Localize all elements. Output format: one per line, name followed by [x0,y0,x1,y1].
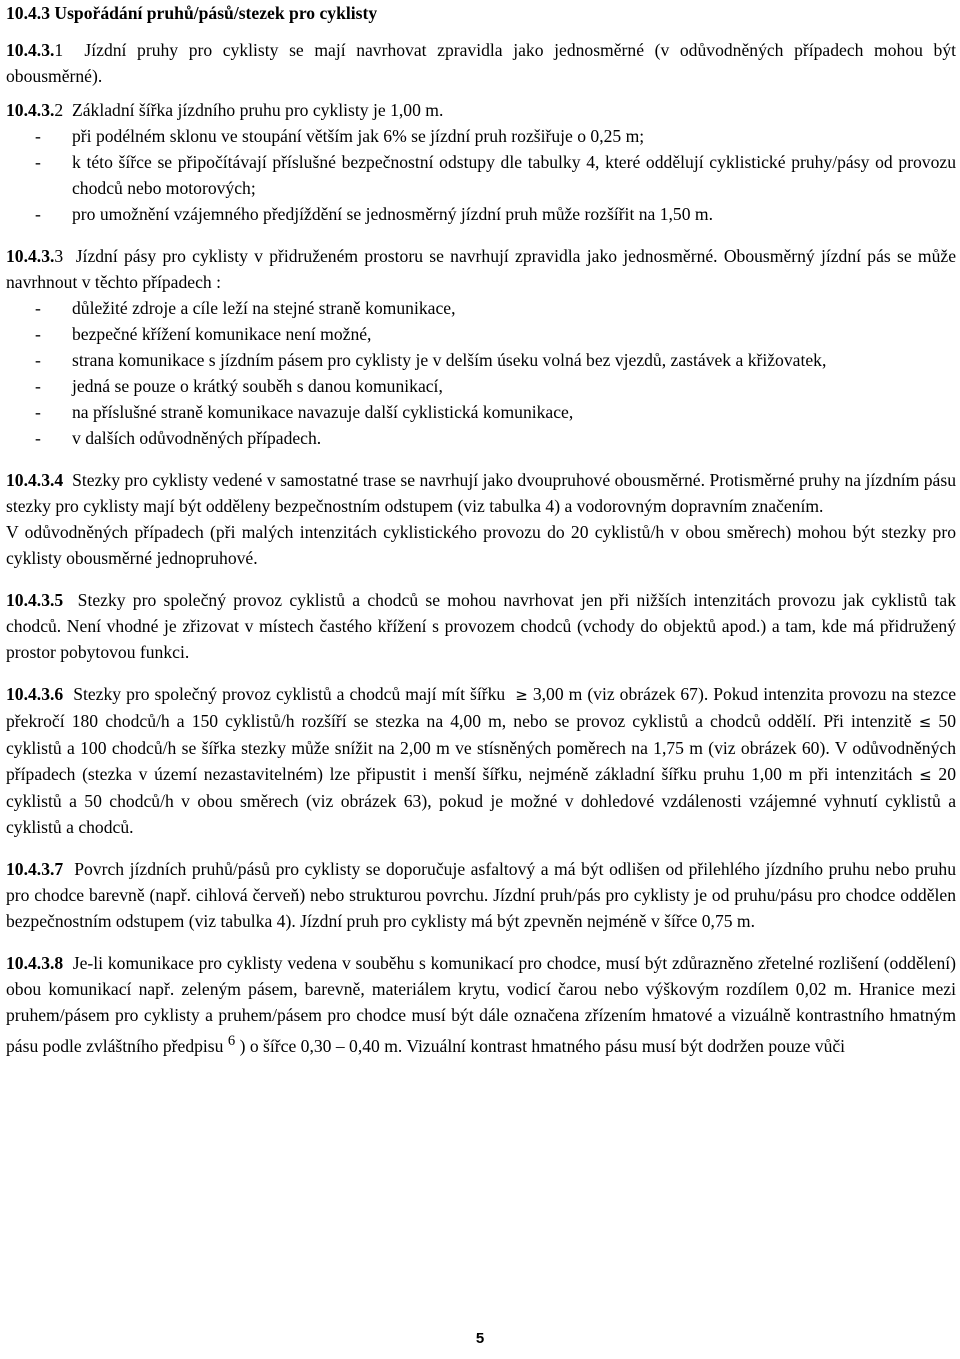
paragraph-10-4-3-4 [6,467,956,519]
paragraph-10-4-3-7 [6,856,956,934]
paragraph-number: 10.4.3. [6,40,55,60]
paragraph-number-tail: 3 [54,246,64,266]
paragraph-number: 10.4.3.8 [6,953,64,973]
paragraph-10-4-3-1 [6,37,956,89]
paragraph-number-tail: 1 [54,40,64,60]
paragraph-text: Povrch jízdních pruhů/pásů pro cyklisty se doporučuje asfaltový a má být odlišen od přilehlého jízdního pruhu nebo pruhu pro chodce barevně (např. cihlová červeň) nebo strukturou povrchu. Jízdní pruh/pás pro cyklisty je od pruhu/pásu pro chodce oddělen bezpečnostním odstupem (viz tabulka 4). Jízdní pruh pro cyklisty má být zpevněn nejméně v šířce 0,75 m. [6,859,956,931]
list-item: - při podélném sklonu ve stoupání větším jak 6% se jízdní pruh rozšiřuje o 0,25 m; [35,126,645,146]
list-item: - v dalších odůvodněných případech. [35,428,322,448]
paragraph-text: Stezky pro cyklisty vedené v samostatné trase se navrhují jako dvoupruhové obousměrné. Protisměrné pruhy na jízdním pásu stezky pro cyklisty mají být odděleny bezpečnostním odstupem (viz tabulka 4) a vodorovným dopravním značením. [6,470,956,516]
footnote-reference: 6 [227,1033,236,1049]
document-page [6,0,956,1059]
paragraph-number: 10.4.3.7 [6,859,64,879]
list-item: - bezpečné křížení komunikace není možné, [35,324,372,344]
paragraph-number: 10.4.3.5 [6,590,64,610]
paragraph-text: Stezky pro společný provoz cyklistů a chodců se mohou navrhovat jen při nižších intenzitách provozu jak cyklistů tak chodců. Není vhodné je zřizovat v místech častého křížení s provozem chodců (vchody do objektů apod.) a tam, kde má přidružený prostor pobytovou funkci. [6,590,957,662]
paragraph-number: 10.4.3. [6,246,55,266]
paragraph-number-tail: 2 [54,100,64,120]
page-number: 5 [475,1330,485,1347]
paragraph-text: Jízdní pruhy pro cyklisty se mají navrhovat zpravidla jako jednosměrné (v odůvodněných případech mohou být obousměrné). [6,40,957,86]
greater-equal-symbol: ≥ [515,686,528,704]
list-item: - na příslušné straně komunikace navazuje další cyklistická komunikace, [35,402,574,422]
paragraph-10-4-3-3 [6,243,956,295]
list-item: - důležité zdroje a cíle leží na stejné straně komunikace, [35,298,456,318]
paragraph-number: 10.4.3. [6,100,55,120]
paragraph-10-4-3-4-continued: V odůvodněných případech (při malých intenzitách cyklistického provozu do 20 cyklistů/h v obou směrech) mohou být stezky pro cyklisty obousměrné jednopruhové. [6,522,956,568]
paragraph-number: 10.4.3.6 [6,684,64,704]
less-equal-symbol: ≤ [918,713,932,731]
width-rules-list [6,123,956,227]
list-item: - strana komunikace s jízdním pásem pro cyklisty je v delším úseku volná bez vjezdů, zastávek a křižovatek, [35,350,827,370]
paragraph-number: 10.4.3.4 [6,470,64,490]
list-item: - jedná se pouze o krátký souběh s danou komunikací, [35,376,443,396]
paragraph-10-4-3-8: 10.4.3.8 Je-li komunikace pro cyklisty vedena v souběhu s komunikací pro chodce, musí být zdůrazněno zřetelné rozlišení (oddělení) obou komunikací např. zeleným pásem, barevně, materiálem krytu, vodicí čarou nebo výškovým rozdílem 0,02 m. Hranice mezi pruhem/pásem pro cyklisty a pruhem/pásem pro chodce musí být dále označena zřízením hmatové a vizuálně kontrastního hmatným pásu podle zvláštního předpisu $^6$ ) o šířce 0,30 – 0,40 m. Vizuální kontrast hmatného pásu musí být dodržen pouze vůči [6,953,956,1056]
paragraph-10-4-3-2 [6,97,956,123]
list-item: - pro umožnění vzájemného předjíždění se jednosměrný jízdní pruh může rozšířit na 1,50 m. [35,204,714,224]
paragraph-text: Jízdní pásy pro cyklisty v přidruženém prostoru se navrhují zpravidla jako jednosměrné. Obousměrný jízdní pás se může navrhnout v těchto případech : [6,246,956,292]
section-heading: 10.4.3 Uspořádání pruhů/pásů/stezek pro cyklisty [6,3,378,23]
paragraph-10-4-3-6: 10.4.3.6 Stezky pro společný provoz cyklistů a chodců mají mít šířku ≥ 3,00 m (viz obrázek 67). Pokud intenzita provozu na stezce překročí 180 chodců/h a 150 cyklistů/h rozšíří se stezka na 4,00 m, nebo se provoz cyklistů a chodců oddělí. Při intenzitě ≤ 50 cyklistů a 100 chodců/h se šířka stezky může snížit na 2,00 m ve stísněných poměrech na 1,75 m (viz obrázek 60). V odůvodněných případech (stezka v území nezastavitelném) lze připustit i menší šířku, nejméně základní šířku pruhu 1,00 m při intenzitách ≤ 20 cyklistů a 50 chodců/h v obou směrech (viz obrázek 63), pokud je možné v dohledové vzdálenosti vzájemné vyhnutí cyklistů a cyklistů a chodců. [6,684,957,837]
paragraph-text: Základní šířka jízdního pruhu pro cyklisty je 1,00 m. [71,100,444,120]
two-way-cases-list [6,295,956,451]
list-item: - k této šířce se připočítávají příslušné bezpečnostní odstupy dle tabulky 4, které oddělují cyklistické pruhy/pásy od provozu chodců nebo motorových; [35,152,956,198]
paragraph-10-4-3-5 [6,587,956,665]
less-equal-symbol: ≤ [919,766,932,784]
